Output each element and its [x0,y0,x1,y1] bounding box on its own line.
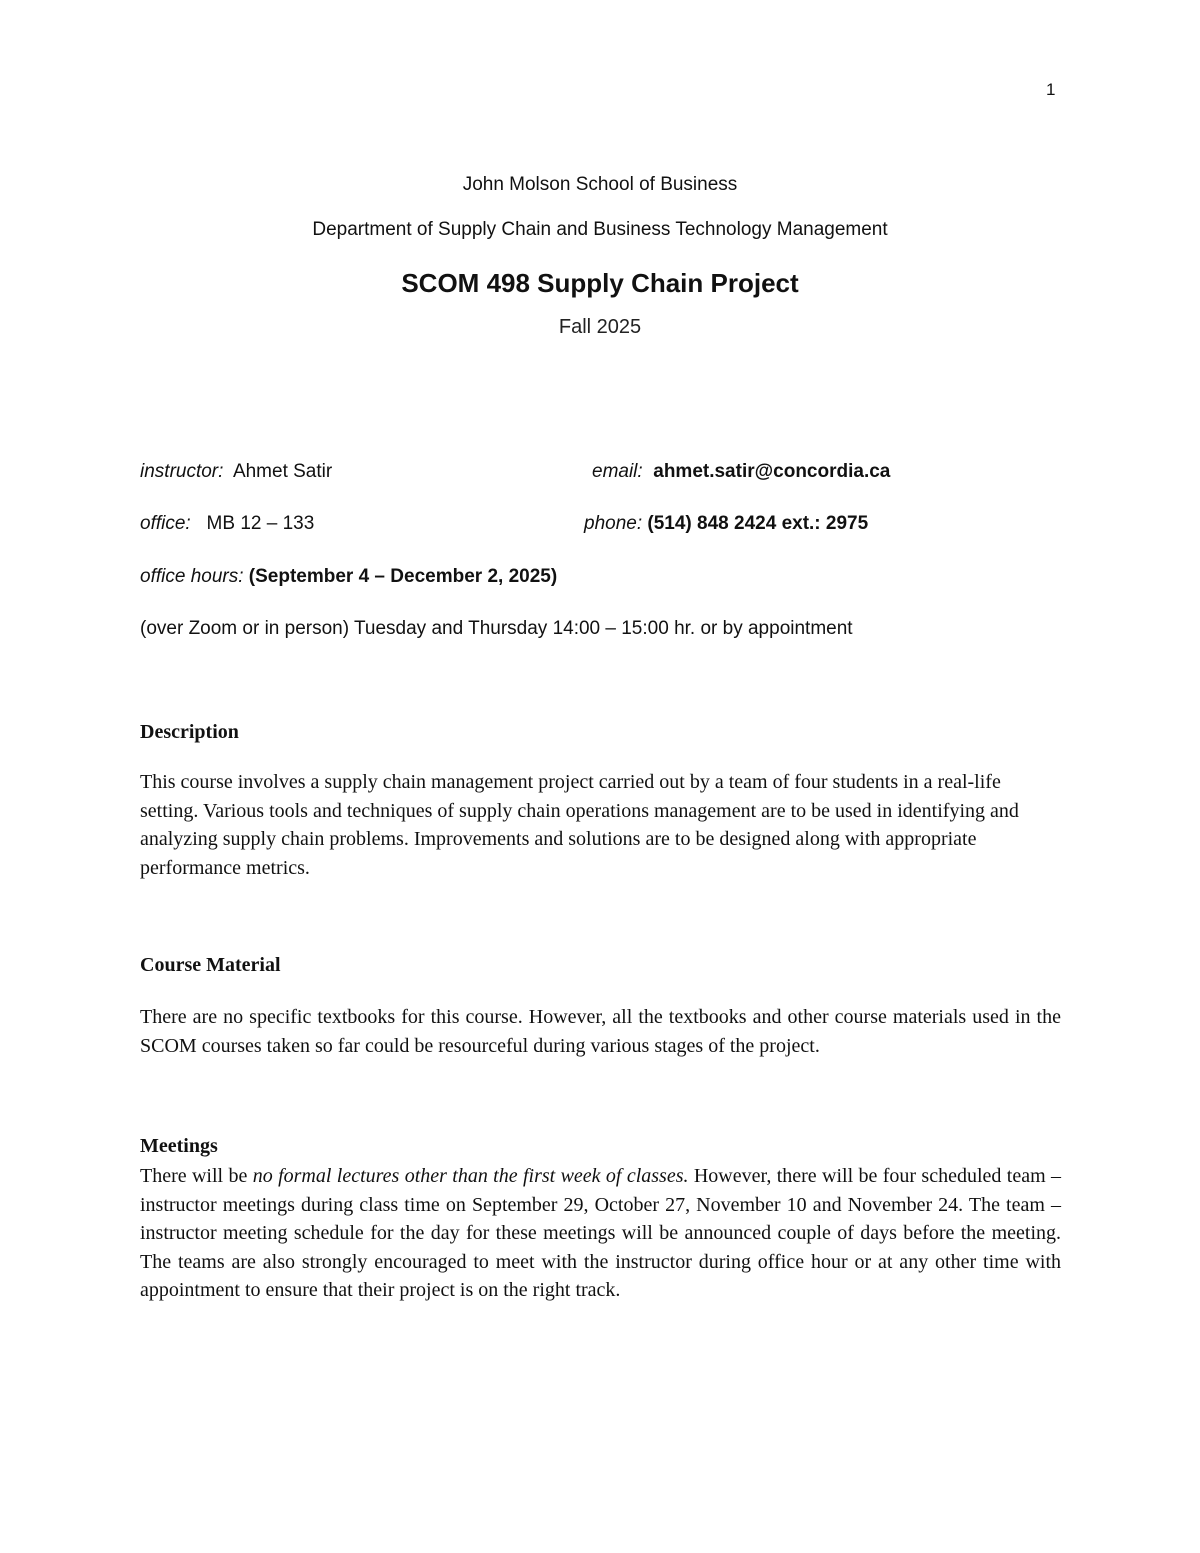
office-label: office: [140,513,191,534]
phone-label: phone: [584,513,643,534]
department-name: Department of Supply Chain and Business Technology Management [312,219,888,240]
page-number: 1 [1046,80,1056,99]
email-line [592,461,890,483]
instructor-line [140,461,332,483]
office-hours-value: (September 4 – December 2, 2025) [248,566,558,587]
description-heading: Description [140,721,239,743]
course-material-body: There are no specific textbooks for this course. However, all the textbooks and other course materials used in the SCOM courses taken so far could be resourceful during various stages of the project. [140,1006,1061,1057]
meetings-emphasis: no formal lectures other than the first week of classes. [252,1165,689,1187]
meetings-intro: There will be [140,1165,253,1187]
meetings-heading: Meetings [140,1135,218,1157]
course-title: SCOM 498 Supply Chain Project [401,268,799,298]
description-body: This course involves a supply chain management project carried out by a team of four students in a real-life setting. Various tools and techniques of supply chain operations management are to be used in identifying and analyzing supply chain problems. Improvements and solutions are to be designed along with appropriate performance metrics. [140,771,1019,879]
office-hours-label: office hours: [140,566,244,587]
course-material-heading: Course Material [140,954,281,976]
office-hours-detail: (over Zoom or in person) Tuesday and Thursday 14:00 – 15:00 hr. or by appointment [140,618,853,639]
meetings-body [140,1162,1061,1305]
course-term: Fall 2025 [558,316,642,338]
office-line [140,513,314,535]
email-value[interactable]: ahmet.satir@concordia.ca [653,461,891,482]
email-label: email: [592,461,643,482]
office-value: MB 12 – 133 [206,513,315,534]
office-hours-line [140,566,557,588]
instructor-name: Ahmet Satir [232,461,333,482]
phone-value: (514) 848 2424 ext.: 2975 [647,513,869,534]
phone-line [584,513,868,535]
meetings-rest: However, there will be four scheduled team – instructor meetings during class time on September 29, October 27, November 10 and November 24. The team – instructor meeting schedule for the day for these meetings will be announced couple of days before the meeting. The teams are also strongly encouraged to meet with the instructor during office hour or at any other time with appointment to ensure that their project is on the right track. [140,1165,1061,1301]
instructor-label: instructor: [140,461,224,482]
school-name: John Molson School of Business [462,174,738,195]
